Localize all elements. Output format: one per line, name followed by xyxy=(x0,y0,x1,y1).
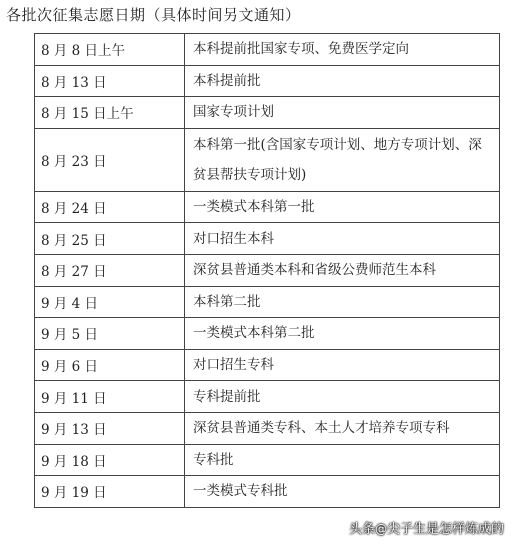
batch-cell: 一类模式专科批 xyxy=(185,476,500,508)
table-row xyxy=(35,65,500,97)
page-title: 各批次征集志愿日期（具体时间另文通知） xyxy=(6,6,301,24)
date-cell: 9 月 11 日 xyxy=(35,381,185,413)
batch-cell: 深贫县普通类专科、本土人才培养专项专科 xyxy=(185,412,500,444)
batch-cell: 对口招生专科 xyxy=(185,349,500,381)
table-row xyxy=(35,412,500,444)
date-cell: 9 月 18 日 xyxy=(35,444,185,476)
batch-cell: 深贫县普通类本科和省级公费师范生本科 xyxy=(185,254,500,286)
watermark-at: @ xyxy=(374,522,387,536)
batch-cell: 本科提前批 xyxy=(185,65,500,97)
watermark-prefix: 头条 xyxy=(348,522,375,537)
table-row xyxy=(35,476,500,508)
date-cell: 9 月 4 日 xyxy=(35,286,185,318)
batch-cell: 专科批 xyxy=(185,444,500,476)
date-cell: 8 月 15 日上午 xyxy=(35,97,185,129)
table-row xyxy=(35,191,500,223)
table-row xyxy=(35,254,500,286)
table-row xyxy=(35,286,500,318)
batch-cell: 本科第二批 xyxy=(185,286,500,318)
date-cell: 9 月 19 日 xyxy=(35,476,185,508)
table-row xyxy=(35,128,500,191)
table-row xyxy=(35,444,500,476)
batch-cell: 本科第一批(含国家专项计划、地方专项计划、深贫县帮扶专项计划) xyxy=(185,128,500,191)
table-row xyxy=(35,34,500,66)
table-row xyxy=(35,381,500,413)
table-row xyxy=(35,318,500,350)
batch-cell: 专科提前批 xyxy=(185,381,500,413)
table-row xyxy=(35,97,500,129)
date-cell: 8 月 13 日 xyxy=(35,65,185,97)
schedule-table xyxy=(34,33,500,508)
date-cell: 9 月 13 日 xyxy=(35,412,185,444)
date-cell: 8 月 27 日 xyxy=(35,254,185,286)
date-cell: 9 月 6 日 xyxy=(35,349,185,381)
date-cell: 8 月 24 日 xyxy=(35,191,185,223)
batch-cell: 一类模式本科第一批 xyxy=(185,191,500,223)
watermark-author: 尖子生是怎样炼成的 xyxy=(386,522,504,537)
date-cell: 8 月 23 日 xyxy=(35,128,185,191)
table-row xyxy=(35,223,500,255)
date-cell: 9 月 5 日 xyxy=(35,318,185,350)
batch-cell: 国家专项计划 xyxy=(185,97,500,129)
batch-cell: 本科提前批国家专项、免费医学定向 xyxy=(185,34,500,66)
date-cell: 8 月 25 日 xyxy=(35,223,185,255)
watermark xyxy=(349,518,504,537)
date-cell: 8 月 8 日上午 xyxy=(35,34,185,66)
batch-cell: 一类模式本科第二批 xyxy=(185,318,500,350)
batch-cell: 对口招生本科 xyxy=(185,223,500,255)
table-row xyxy=(35,349,500,381)
